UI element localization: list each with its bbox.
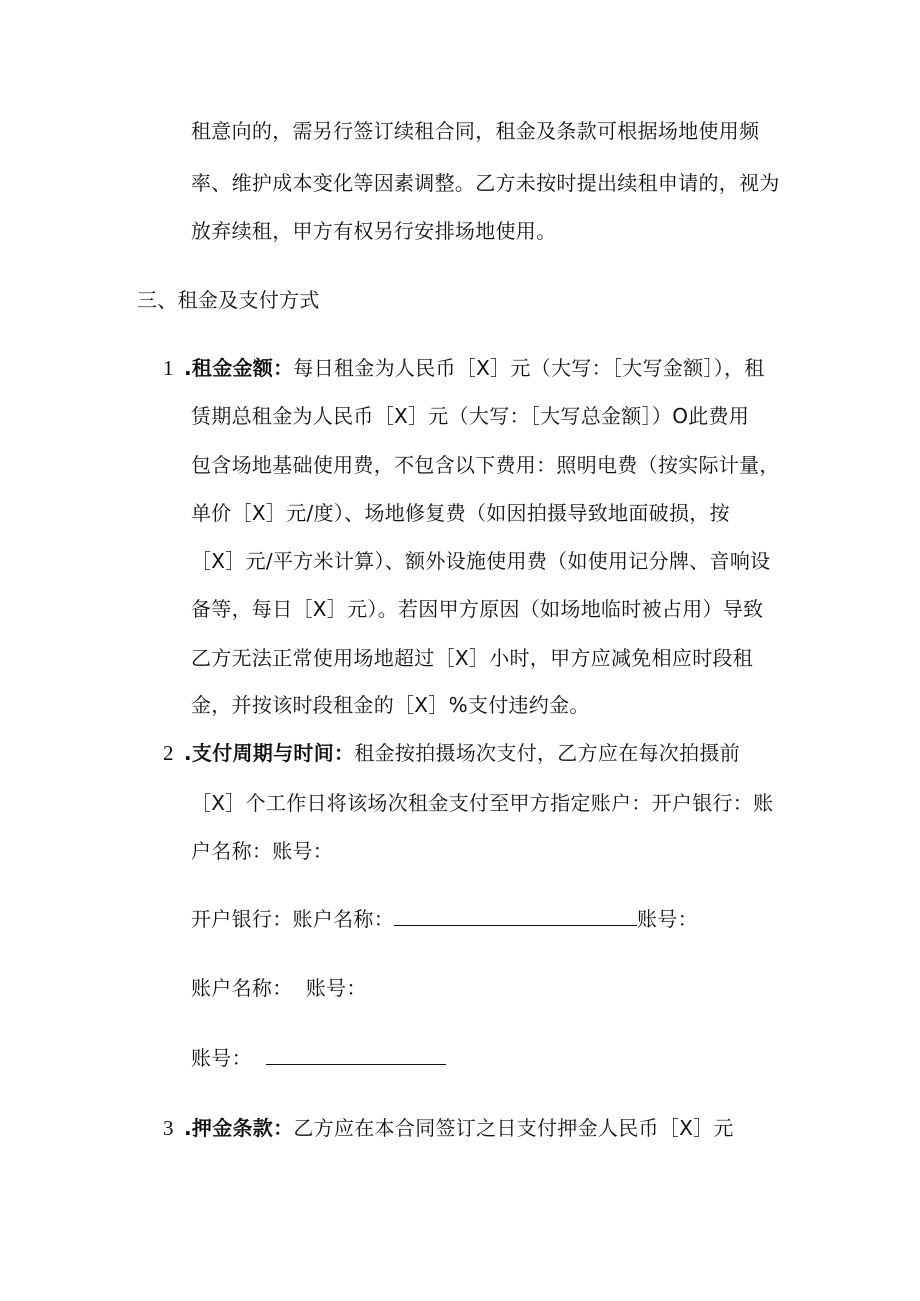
paragraph-line: 包含场地基础使用费，不包含以下费用：照明电费（按实际计量， — [191, 453, 780, 477]
paragraph-line: 放弃续租，甲方有权另行安排场地使用。 — [191, 219, 557, 243]
bank-info-suffix: 账号： — [637, 907, 698, 931]
paragraph-line: 金，并按该时段租金的［X］%支付违约金。 — [191, 693, 590, 717]
paragraph-line: 备等，每日［X］元）。若因甲方原因（如场地临时被占用）导致 — [191, 597, 764, 621]
item-text: 每日租金为人民币［X］元（大写：［大写金额］），租 — [293, 356, 765, 380]
paragraph-line: 赁期总租金为人民币［X］元（大写：［大写总金额］）O此费用 — [191, 404, 750, 428]
item-number: 2 — [163, 741, 174, 765]
bank-info-prefix: 开户银行：账户名称： — [191, 907, 394, 931]
item-text: 租金按拍摄场次支付，乙方应在每次拍摄前 — [354, 741, 741, 765]
fill-in-blank[interactable] — [394, 907, 637, 926]
item-number: 1 — [163, 356, 174, 380]
item-text: 乙方应在本合同签订之日支付押金人民币［X］元 — [293, 1116, 734, 1140]
account-name-line: 账户名称： 账号： — [191, 976, 367, 1000]
fill-in-blank[interactable] — [266, 1046, 446, 1065]
item-label: .租金金额： — [184, 356, 294, 380]
paragraph-line: ［X］个工作日将该场次租金支付至甲方指定账户：开户银行：账 — [191, 791, 774, 815]
item-first-line — [184, 740, 740, 766]
bank-info-line — [191, 906, 698, 932]
account-number-label: 账号： — [191, 1046, 252, 1070]
paragraph-line: ［X］元/平方米计算）、额外设施使用费（如使用记分牌、音响设 — [191, 549, 771, 573]
paragraph-line: 户名称：账号： — [191, 839, 334, 863]
item-label: .支付周期与时间： — [184, 741, 355, 765]
paragraph-line: 率、维护成本变化等因素调整。乙方未按时提出续租申请的，视为 — [191, 171, 780, 195]
item-label: .押金条款： — [184, 1116, 294, 1140]
item-number: 3 — [163, 1116, 174, 1140]
paragraph-line: 乙方无法正常使用场地超过［X］小时，甲方应减免相应时段租 — [191, 646, 754, 670]
paragraph-line: 租意向的，需另行签订续租合同，租金及条款可根据场地使用频 — [191, 119, 760, 143]
item-first-line — [184, 1115, 734, 1141]
paragraph-line: 单价［X］元/度）、场地修复费（如因拍摄导致地面破损，按 — [191, 501, 730, 525]
account-number-line — [191, 1045, 446, 1071]
item-first-line — [184, 355, 765, 381]
section-title: 三、租金及支付方式 — [137, 288, 320, 312]
